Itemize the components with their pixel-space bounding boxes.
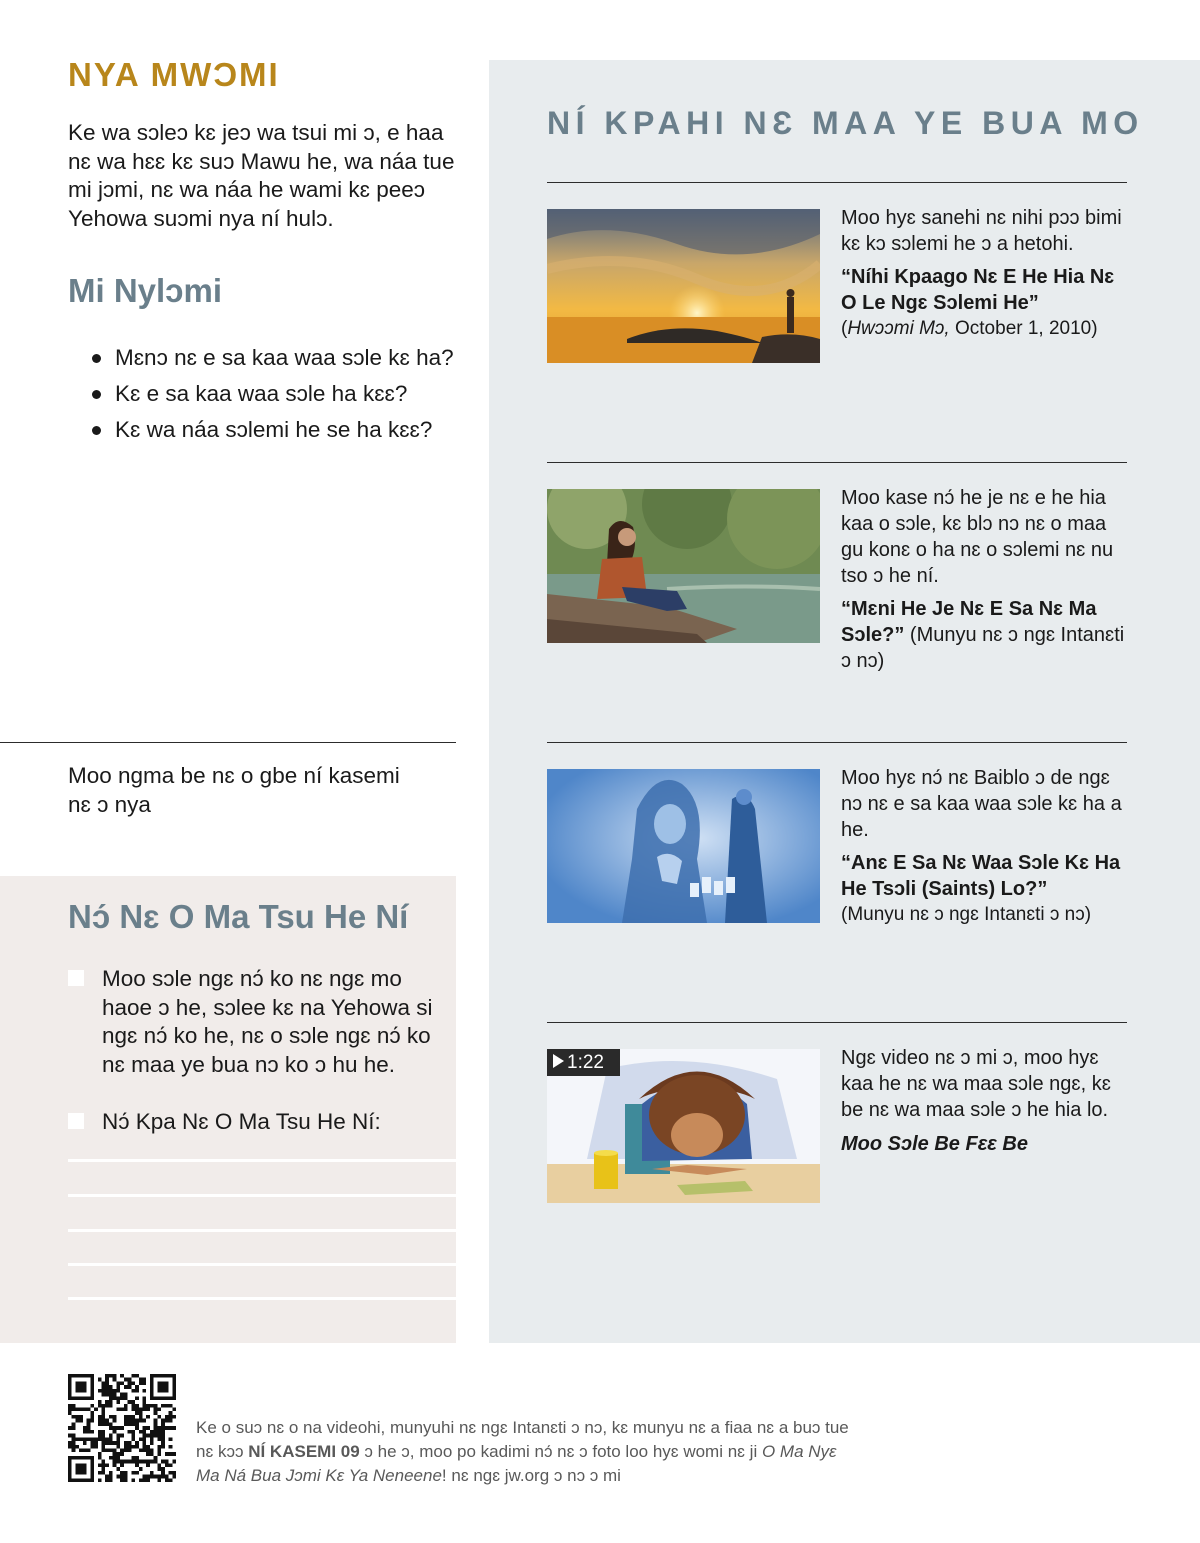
woman-by-river-image[interactable] — [547, 489, 820, 643]
source-magazine: Hwɔɔmi Mɔ, — [847, 318, 950, 339]
footer-text-part: Ke o suɔ nɛ o na videohi, munyuhi nɛ ngɛ Intanɛti ɔ nɔ, kɛ munyu nɛ a fiaa nɛ a buɔ tue nɛ kɔɔ — [196, 1418, 849, 1461]
resource-card — [841, 205, 1131, 342]
video-duration: 1:22 — [567, 1052, 604, 1073]
video-title-link[interactable]: Moo Sɔle Be Fɛɛ Be — [841, 1133, 1028, 1155]
resource-description: Ngɛ video nɛ ɔ mi ɔ, moo hyɛ kaa he nɛ wa maa sɔle ngɛ, kɛ be nɛ wa maa sɔle ɔ he hia lo. — [841, 1047, 1111, 1121]
review-question — [92, 376, 472, 412]
footer-text-part: ! nɛ ngɛ jw.org ɔ nɔ ɔ mi — [441, 1466, 621, 1485]
other-goal-label: Nɔ́ Kpa Nɛ O Ma Tsu He Ní: — [102, 1109, 381, 1134]
source-paren: ( — [841, 318, 848, 339]
resource-title-link[interactable] — [841, 596, 1131, 674]
sunset-prayer-image[interactable] — [547, 209, 820, 363]
divider — [547, 742, 1127, 743]
divider — [547, 462, 1127, 463]
review-question-text: Kɛ wa náa sɔlemi he se ha kɛɛ? — [115, 417, 433, 442]
resource-description: Moo kase nɔ́ he je nɛ e he hia kaa o sɔle, kɛ blɔ nɔ nɛ o maa gu konɛ o ha nɛ o sɔlemi nɛ nu tso ɔ he ní. — [841, 487, 1114, 587]
bullet-icon — [92, 390, 101, 399]
woman-praying-image[interactable] — [547, 769, 820, 923]
review-question — [92, 412, 472, 448]
resource-source: (Munyu nɛ ɔ ngɛ Intanɛti ɔ nɔ) — [841, 624, 1125, 672]
resource-title-text[interactable]: “Mɛni He Je Nɛ E Sa Nɛ Ma Sɔle?” — [841, 598, 1097, 646]
writing-line[interactable] — [68, 1263, 456, 1266]
lesson-reference: NÍ KASEMI 09 — [248, 1442, 360, 1461]
explore-title: NÍ KPAHI NƐ MAA YE BUA MO — [547, 105, 1144, 141]
resource-title-link[interactable]: “Anɛ E Sa Nɛ Waa Sɔle Kɛ Ha He Tsɔli (Saints) Lo?” — [841, 852, 1121, 900]
footer-note — [196, 1416, 856, 1488]
review-title: Mi Nylɔmi — [68, 272, 223, 309]
writing-line[interactable] — [68, 1229, 456, 1232]
bullet-icon — [92, 354, 101, 363]
video-duration-badge — [547, 1049, 620, 1076]
source-date: October 1, 2010) — [949, 318, 1098, 339]
resource-source: (Munyu nɛ ɔ ngɛ Intanɛti ɔ nɔ) — [841, 904, 1092, 925]
qr-code-icon[interactable] — [68, 1374, 176, 1482]
resource-description: Moo hyɛ nɔ́ nɛ Baiblo ɔ de ngɛ nɔ nɛ e sa kaa waa sɔle kɛ ha a he. — [841, 767, 1122, 841]
divider — [547, 1022, 1127, 1023]
summary-text: Ke wa sɔleɔ kɛ jeɔ wa tsui mi ɔ, e haa nɛ wa hɛɛ kɛ suɔ Mawu he, wa náa tue mi jɔmi, nɛ wa náa he wami kɛ peeɔ Yehowa suɔmi nya ní hulɔ. — [68, 120, 455, 231]
video-thumbnail[interactable] — [547, 1049, 820, 1203]
resource-card — [841, 485, 1131, 674]
writing-line[interactable] — [68, 1159, 456, 1162]
book-title: O Ma Nyɛ Ma Ná Bua Jɔmi Kɛ Ya Neneene — [196, 1442, 837, 1485]
completion-date-prompt[interactable]: Moo ngma be nɛ o gbe ní kasemi nɛ ɔ nya — [68, 763, 400, 817]
resource-card — [841, 765, 1131, 928]
footer-text-part: ɔ he ɔ, moo po kadimi nɔ́ nɛ ɔ foto loo hyɛ womi nɛ ji — [359, 1442, 762, 1461]
review-question — [92, 340, 472, 376]
bullet-icon — [92, 426, 101, 435]
review-question-list — [92, 340, 472, 448]
play-icon — [553, 1054, 564, 1068]
resource-card — [841, 1045, 1131, 1157]
goal-text: Moo sɔle ngɛ nɔ́ ko nɛ ngɛ mo haoe ɔ he, sɔlee kɛ na Yehowa si ngɛ nɔ́ ko he, nɛ o sɔle ngɛ nɔ́ ko nɛ maa ye bua nɔ ko ɔ hu he. — [102, 966, 433, 1077]
resource-source — [841, 316, 1131, 342]
divider — [547, 182, 1127, 183]
goals-title: Nɔ́ Nɛ O Ma Tsu He Ní — [68, 898, 409, 935]
writing-line[interactable] — [68, 1297, 456, 1300]
summary-title: NYA MWƆMI — [68, 56, 280, 93]
resource-description: Moo hyɛ sanehi nɛ nihi pɔɔ bimi kɛ kɔ sɔlemi he ɔ a hetohi. — [841, 207, 1122, 255]
review-question-text: Kɛ e sa kaa waa sɔle ha kɛɛ? — [115, 381, 408, 406]
resource-title-link[interactable]: “Níhi Kpaago Nɛ E He Hia Nɛ O Le Ngɛ Sɔlemi He” — [841, 266, 1115, 314]
divider — [0, 742, 456, 743]
review-question-text: Mɛnɔ nɛ e sa kaa waa sɔle kɛ ha? — [115, 345, 454, 370]
other-goal-checkbox[interactable] — [68, 1113, 84, 1129]
goal-checkbox[interactable] — [68, 970, 84, 986]
writing-line[interactable] — [68, 1194, 456, 1197]
